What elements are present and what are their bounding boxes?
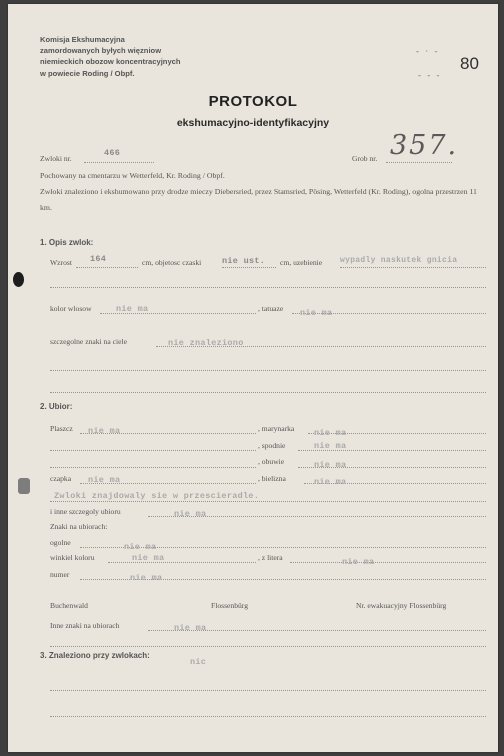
bielizna-label: , bielizna bbox=[258, 474, 286, 483]
znaki-ciele-label: szczegolne znaki na ciele bbox=[50, 337, 127, 346]
organization-header bbox=[40, 34, 240, 79]
bielizna-value: nie ma bbox=[314, 477, 347, 487]
note-dotline bbox=[50, 501, 486, 502]
page-number-dashes: - · - bbox=[416, 46, 440, 56]
section-3-value: nic bbox=[190, 657, 207, 667]
uzebienie-dotline bbox=[340, 267, 486, 268]
grob-number-handwritten: 357. bbox=[390, 130, 459, 161]
inne-szczegoly-label: i inne szczegoly ubioru bbox=[50, 507, 121, 516]
marynarka-value: nie ma bbox=[314, 428, 347, 438]
sec1-blank-line-3 bbox=[50, 392, 486, 393]
winkiel-dotline bbox=[108, 562, 256, 563]
wzrost-value: 164 bbox=[90, 254, 107, 264]
litera-label: , z litera bbox=[258, 553, 283, 562]
obuwie-left-dotline bbox=[50, 467, 256, 468]
document-title: PROTOKOL bbox=[208, 93, 298, 110]
section-1-heading: 1. Opis zwlok: bbox=[40, 238, 94, 247]
czapka-label: czapka bbox=[50, 474, 72, 483]
kolor-value: nie ma bbox=[116, 304, 149, 314]
page-number: 80 bbox=[460, 54, 479, 73]
znaki-ciele-value: nie znaleziono bbox=[168, 338, 244, 348]
wzrost-label: Wzrost bbox=[50, 258, 72, 267]
punch-hole-top bbox=[13, 272, 24, 287]
winkiel-value: nie ma bbox=[132, 553, 165, 563]
org-line-2: zamordowanych byłych więzniow bbox=[40, 46, 162, 56]
sec2-blank-line bbox=[50, 646, 486, 647]
objetosc-dotline bbox=[222, 267, 276, 268]
inne-znaki-label: Inne znaki na ubiorach bbox=[50, 621, 120, 630]
numer-label: numer bbox=[50, 570, 70, 579]
ink-blot bbox=[18, 478, 30, 494]
nr-ewakuacyjny-label: Nr. ewakuacyjny Flossenbürg bbox=[356, 601, 447, 610]
spodnie-value: nie ma bbox=[314, 441, 347, 451]
sec1-blank-line-2 bbox=[50, 370, 486, 371]
winkiel-label: winkiel koloru bbox=[50, 553, 95, 562]
uzebienie-label: cm, uzebienie bbox=[280, 258, 323, 267]
czapka-value: nie ma bbox=[88, 475, 121, 485]
intro-line-1: Pochowany na cmentarzu w Wetterfeld, Kr. Roding / Obpf. bbox=[40, 171, 225, 180]
uzebienie-value: wypadly naskutek gnicia bbox=[340, 256, 458, 265]
inne-znaki-value: nie ma bbox=[174, 623, 207, 633]
protocol-sheet bbox=[8, 4, 498, 752]
org-line-3: niemieckich obozow koncentracyjnych bbox=[40, 57, 181, 67]
objetosc-value: nie ust. bbox=[222, 256, 266, 266]
tatuaze-value: nie ma bbox=[300, 308, 333, 318]
sheet-note-typed: Zwloki znajdowaly sie w przescieradle. bbox=[54, 491, 260, 501]
sec3-line-2 bbox=[50, 716, 486, 717]
zwloki-dotline bbox=[84, 162, 154, 163]
org-line-1: Komisja Ekshumacyjna bbox=[40, 35, 125, 44]
section-3-heading: 3. Znaleziono przy zwlokach: bbox=[40, 651, 150, 660]
obuwie-label: , obuwie bbox=[258, 457, 285, 466]
buchenwald-label: Buchenwald bbox=[50, 601, 88, 610]
intro-line-2: Zwłoki znaleziono i ekshumowano przy drodze mieczy Diebersried, przez Stamsried, Pösing, Wetterfeld (Kr. Roding), ogolna przestrzen 11 km. bbox=[40, 187, 477, 212]
plaszcz-label: Plaszcz bbox=[50, 424, 73, 433]
zwloki-label: Zwloki nr. bbox=[40, 154, 72, 163]
section-2-heading: 2. Ubior: bbox=[40, 402, 73, 411]
kolor-label: kolor wlosow bbox=[50, 304, 92, 313]
obuwie-value: nie ma bbox=[314, 460, 347, 470]
grob-dotline bbox=[386, 162, 452, 163]
grob-label: Grob nr. bbox=[352, 154, 378, 163]
flossenburg-label: Flossenbürg bbox=[211, 601, 248, 610]
wzrost-dotline bbox=[76, 267, 138, 268]
litera-dotline bbox=[290, 562, 486, 563]
sec1-blank-line-1 bbox=[50, 287, 486, 288]
sec3-line-1 bbox=[50, 690, 486, 691]
tatuaze-label: , tatuaze bbox=[258, 304, 284, 313]
org-line-4: w powiecie Roding / Obpf. bbox=[40, 68, 135, 78]
ogolne-value: nie ma bbox=[124, 542, 157, 552]
document-subtitle: ekshumacyjno-identyfikacyjny bbox=[176, 117, 330, 129]
plaszcz-value: nie ma bbox=[88, 426, 121, 436]
spodnie-label: , spodnie bbox=[258, 441, 286, 450]
litera-value: nie ma bbox=[342, 557, 375, 567]
marynarka-label: , marynarka bbox=[258, 424, 295, 433]
znaki-ubiorach-heading: Znaki na ubiorach: bbox=[50, 522, 108, 531]
objetosc-label: cm, objetosc czaski bbox=[142, 258, 202, 267]
zwloki-number: 466 bbox=[104, 148, 121, 158]
inne-szczegoly-value: nie ma bbox=[174, 509, 207, 519]
ogolne-label: ogolne bbox=[50, 538, 71, 547]
numer-value: nie ma bbox=[130, 573, 163, 583]
page-number-dashes-2: - - - bbox=[418, 70, 442, 80]
spodnie-left-dotline bbox=[50, 450, 256, 451]
